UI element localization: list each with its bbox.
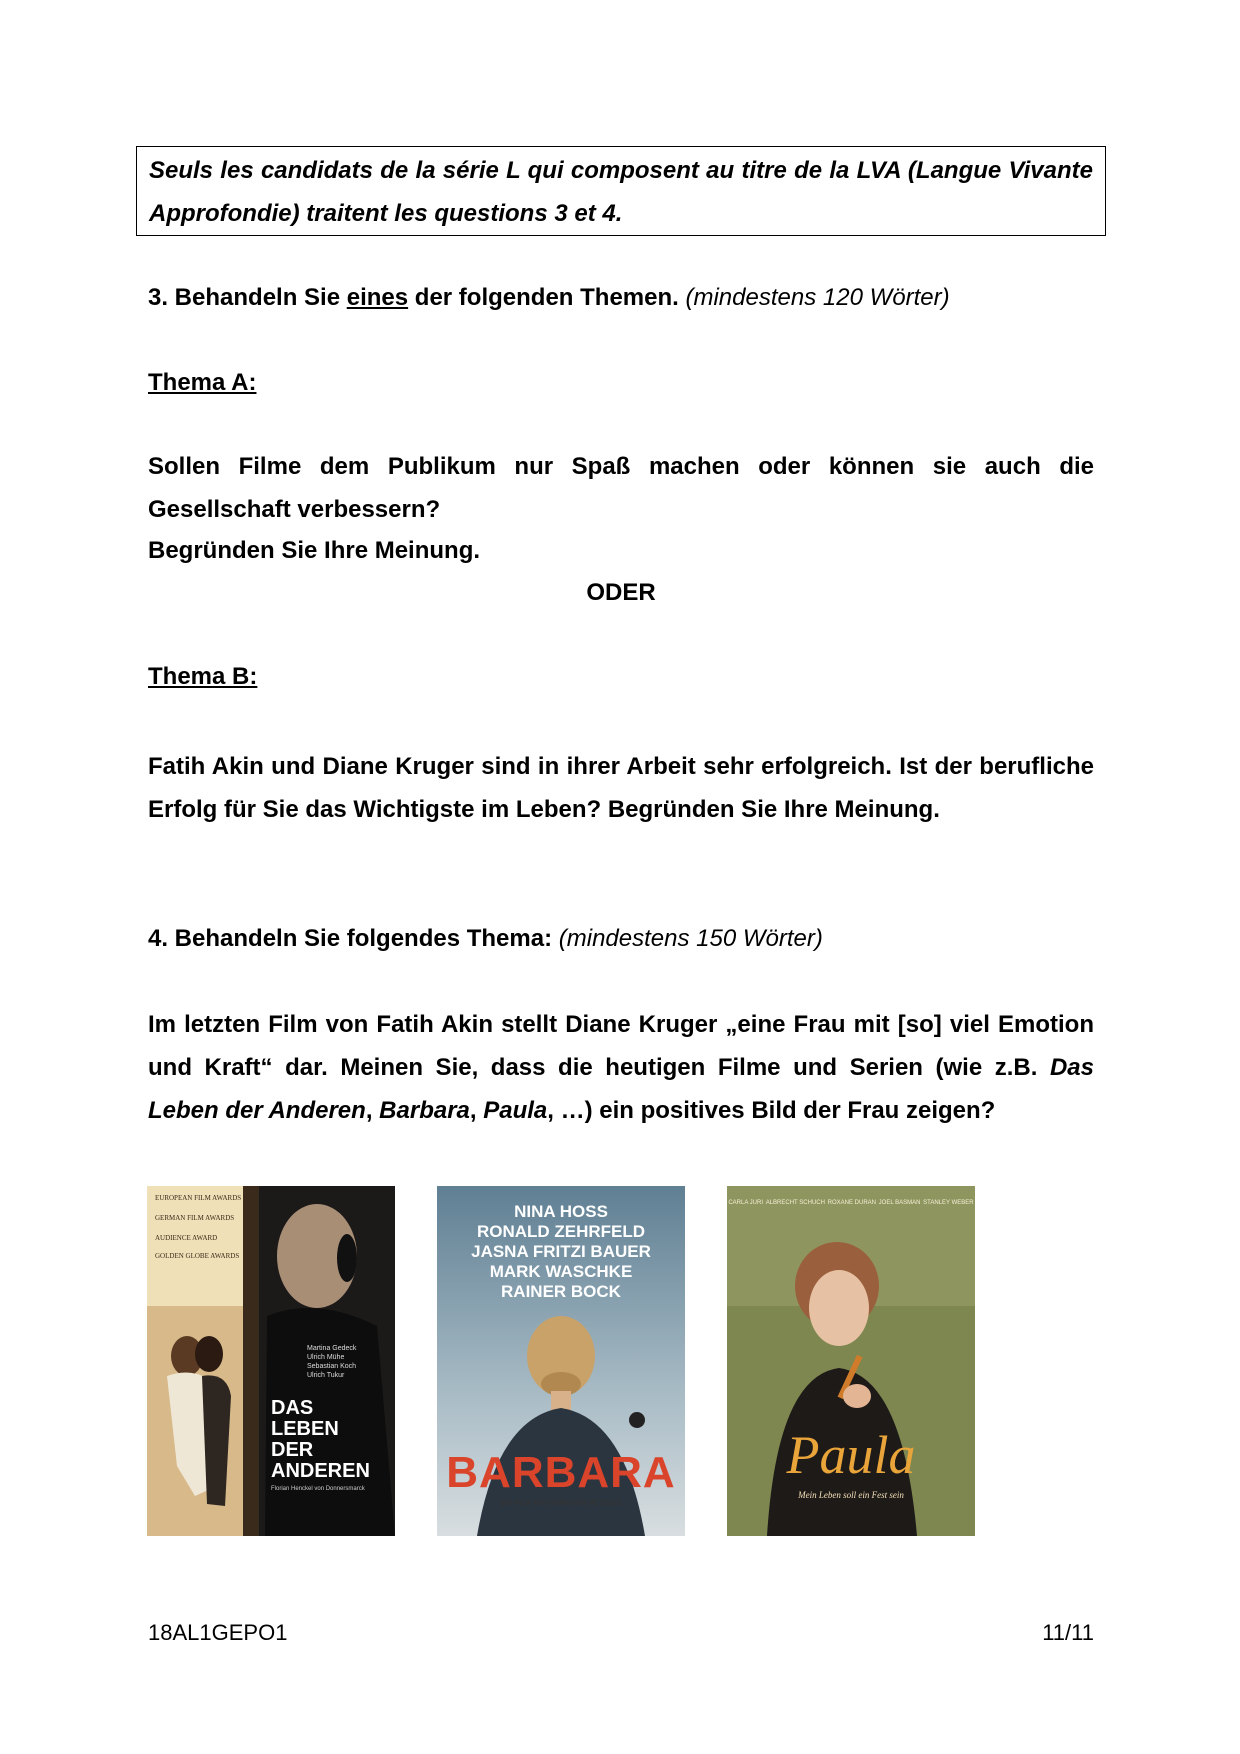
svg-text:EUROPEAN FILM AWARDS: EUROPEAN FILM AWARDS [155, 1194, 242, 1202]
theme-a-instruction: Begründen Sie Ihre Meinung. [148, 537, 481, 564]
poster-1-cast: Martina Gedeck Ulrich Mühe Sebastian Koch Ulrich Tukur [307, 1345, 357, 1379]
notice-text: Seuls les candidats de la série L qui composent au titre de la LVA (Langue Vivante Approfondie) traitent les questions 3 et 4. [149, 157, 1093, 227]
footer-page-number: 11/11 [1042, 1620, 1094, 1645]
notice-box [136, 146, 1106, 236]
question-3-emphasis: eines [346, 284, 409, 311]
svg-text:GERMAN FILM AWARDS: GERMAN FILM AWARDS [155, 1214, 235, 1222]
question-4-hint: (mindestens 150 Wörter) [558, 925, 823, 952]
poster-3-tagline: Mein Leben soll ein Fest sein [798, 1490, 904, 1500]
poster-1-director: Florian Henckel von Donnersmarck [271, 1486, 365, 1492]
oder-separator: ODER [586, 579, 656, 606]
svg-text:AUDIENCE AWARD: AUDIENCE AWARD [155, 1234, 218, 1242]
theme-b-heading: Thema B: [148, 663, 258, 690]
footer-code: 18AL1GEPO1 [148, 1620, 288, 1645]
poster-paula [727, 1186, 975, 1536]
poster-2-credit: EIN FILM VON CHRISTIAN PETZOLD [500, 1500, 622, 1507]
question-3-prefix: 3. Behandeln Sie [148, 284, 347, 311]
poster-barbara [437, 1186, 685, 1536]
theme-a-heading: Thema A: [148, 369, 257, 396]
poster-2-title: BARBARA [446, 1448, 676, 1497]
poster-das-leben-der-anderen [147, 1186, 395, 1536]
question-4 [148, 917, 1094, 960]
question-3-suffix: der folgenden Themen. [408, 284, 679, 311]
poster-1-title: DAS LEBEN DER ANDEREN [271, 1397, 370, 1482]
film-title-2: Barbara [379, 1097, 470, 1124]
theme-a-question: Sollen Filme dem Publikum nur Spaß machen oder können sie auch die Gesellschaft verbessern? [148, 453, 1094, 523]
theme-b-text: Fatih Akin und Diane Kruger sind in ihrer Arbeit sehr erfolgreich. Ist der berufliche Erfolg für Sie das Wichtigste im Leben? Begründen Sie Ihre Meinung. [148, 753, 1094, 823]
poster-2-cast: NINA HOSS RONALD ZEHRFELD JASNA FRITZI BAUER MARK WASCHKE RAINER BOCK [471, 1202, 651, 1301]
film-title-3: Paula [483, 1097, 548, 1124]
poster-3-cast: CARLA JURI ALBRECHT SCHUCH ROXANE DURAN JOEL BASMAN STANLEY WEBER [728, 1200, 974, 1206]
poster-3-title: Paula [786, 1425, 916, 1485]
svg-text:GOLDEN GLOBE AWARDS: GOLDEN GLOBE AWARDS [155, 1252, 240, 1260]
poster-1-image [147, 1186, 395, 1536]
question-3 [148, 276, 1094, 319]
question-3-hint: (mindestens 120 Wörter) [685, 284, 950, 311]
question-4-label: 4. Behandeln Sie folgendes Thema: [148, 925, 553, 952]
question-4-text: Im letzten Film von Fatih Akin stellt Diane Kruger „eine Frau mit [so] viel Emotion und Kraft“ dar. Meinen Sie, dass die heutigen Filme und Serien (wie z.B. Das Leben der Anderen, Barbara, Paula, …) ein positives Bild der Frau zeigen? [148, 1011, 1094, 1124]
film-title-1: Das Leben der Anderen [148, 1054, 1094, 1124]
